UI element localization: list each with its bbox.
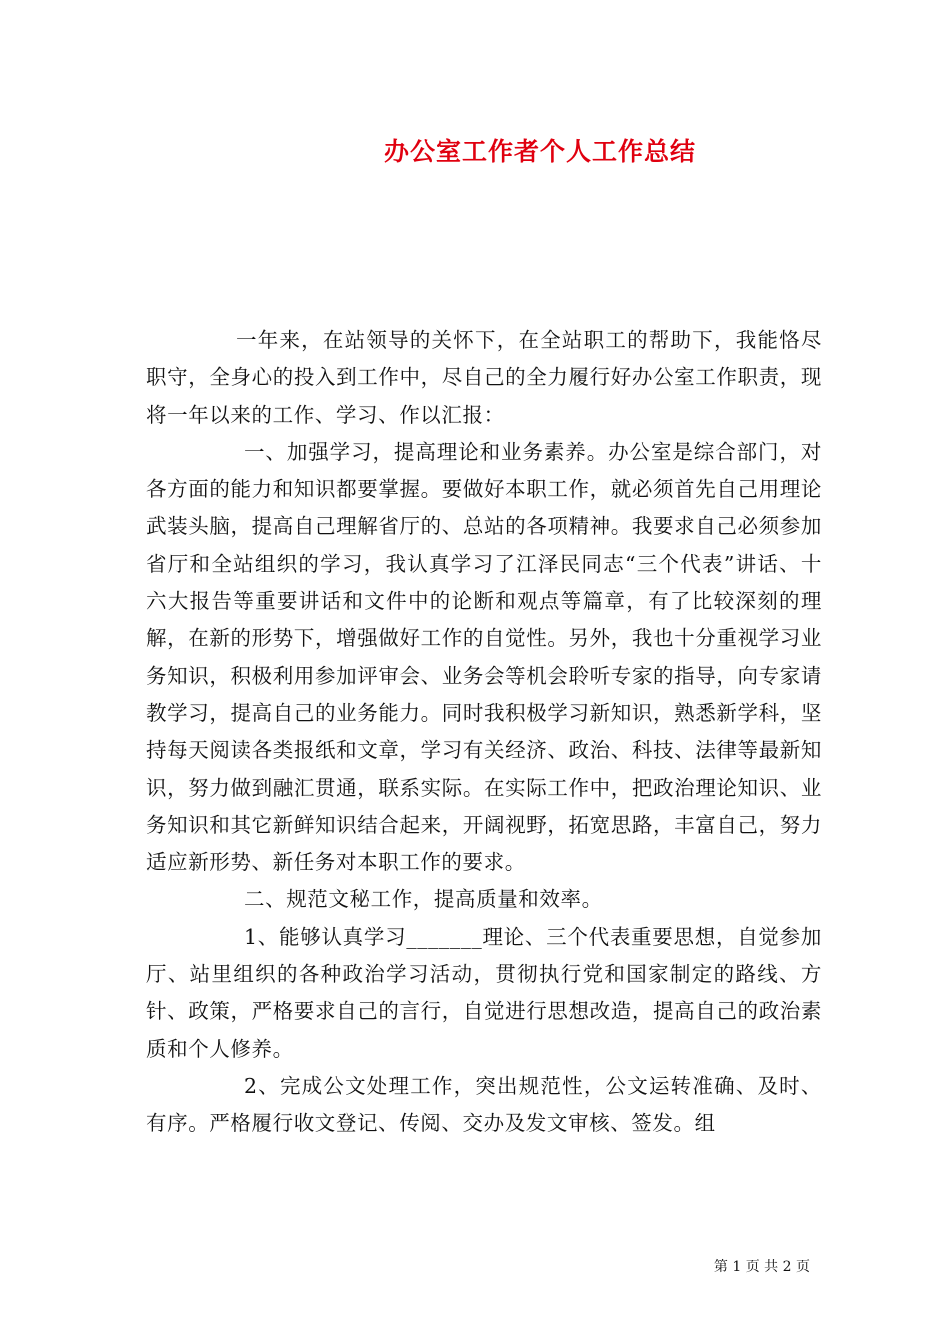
document-body: [146, 322, 822, 1143]
paragraph-intro: 一年来，在站领导的关怀下，在全站职工的帮助下，我能恪尽职守，全身心的投入到工作中，尽自己的全力履行好办公室工作职责，现将一年以来的工作、学习、作以汇报：: [146, 328, 822, 427]
paragraph-item-1: 1、能够认真学习_______理论、三个代表重要思想，自觉参加厅、站里组织的各种政治学习活动，贯彻执行党和国家制定的路线、方针、政策，严格要求自己的言行，自觉进行思想改造，提高自己的政治素质和个人修养。: [146, 924, 822, 1061]
page-number-footer: 第 1 页 共 2 页: [713, 1259, 810, 1275]
document-title: 办公室工作者个人工作总结: [383, 137, 696, 166]
paragraph-section-2-heading: 二、规范文秘工作，提高质量和效率。: [244, 887, 603, 912]
paragraph-item-2: 2、完成公文处理工作，突出规范性，公文运转准确、及时、有序。严格履行收文登记、传阅、交办及发文审核、签发。组: [146, 1073, 822, 1136]
paragraph-section-1: 一、加强学习，提高理论和业务素养。办公室是综合部门，对各方面的能力和知识都要掌握。要做好本职工作，就必须首先自己用理论武装头脑，提高自己理解省厅的、总站的各项精神。我要求自己必须参加省厅和全站组织的学习，我认真学习了江泽民同志“三个代表”讲话、十六大报告等重要讲话和文件中的论断和观点等篇章，有了比较深刻的理解，在新的形势下，增强做好工作的自觉性。另外，我也十分重视学习业务知识，积极利用参加评审会、业务会等机会聆听专家的指导，向专家请教学习，提高自己的业务能力。同时我积极学习新知识，熟悉新学科，坚持每天阅读各类报纸和文章，学习有关经济、政治、科技、法律等最新知识，努力做到融汇贯通，联系实际。在实际工作中，把政治理论知识、业务知识和其它新鲜知识结合起来，开阔视野，拓宽思路，丰富自己，努力适应新形势、新任务对本职工作的要求。: [146, 439, 822, 875]
